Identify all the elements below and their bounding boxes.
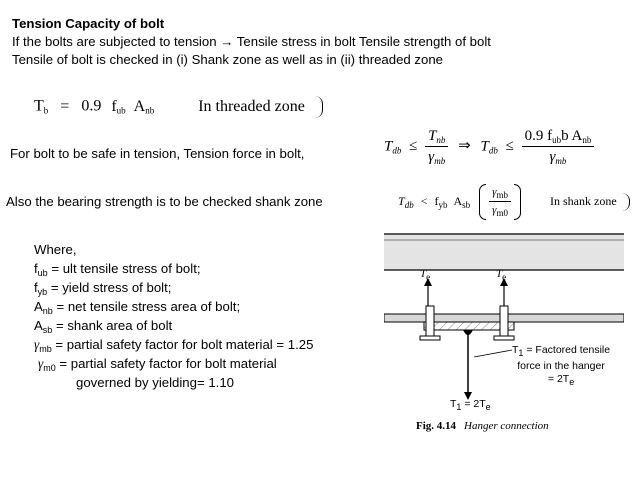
where-item: $f_{yb}$ = yield stress of bolt; [34,280,172,297]
label-te-right: $T_e$ [496,268,507,282]
figure-caption: Fig. 4.14 Hanger connection [416,420,549,432]
where-item: $A_{sb}$ = shank area of bolt [34,318,173,335]
equation-bearing: $T_{db} < f_{yb}$ $A_{sb}$ $\frac{\gamma_{mb}}{\gamma_{m0}}$ In shank zone [398,184,630,220]
safety-text: For bolt to be safe in tension, Tension force in bolt, [10,146,305,161]
beam-flange [384,234,624,270]
intro-line-2: Tensile of bolt is checked in (i) Shank zone as well as in (ii) threaded zone [12,52,444,67]
bearing-text: Also the bearing strength is to be checked shank zone [6,194,323,209]
label-factored-force: T1 = Factored tensile force in the hanger = 2Te [512,344,611,387]
intro-line-1: If the bolts are subjected to tension → Tensile stress in bolt Tensile strength of bolt [12,34,491,49]
equation-safety: $T_{db}$ ≤ $\frac{T_{nb}}{\gamma_{mb}}$ ⇒ $T_{db}$ ≤ $\frac{0.9 f_{ub}b A_{nb}}{\gamma_{mb}}$ [384,128,594,166]
label-t1: T1 = 2Te [450,398,491,412]
where-continuation: governed by yielding= 1.10 [76,375,234,390]
equation-threaded-zone: $T_b = 0.9$ $f_{ub}$ $A_{nb}$ In threaded zone [34,96,323,118]
where-item: $A_{nb}$ = net tensile stress area of bolt; [34,299,241,316]
where-item: $f_{ub}$ = ult tensile stress of bolt; [34,261,201,278]
where-item: $\gamma_{m0}$ = partial safety factor for bolt material [38,356,277,373]
bolt-left [426,306,434,336]
label-te-left: $T_e$ [420,268,431,282]
where-heading: Where, [34,242,77,257]
where-item: $\gamma_{mb}$ = partial safety factor for bolt material = 1.25 [34,337,314,354]
slide-title: Tension Capacity of bolt [12,16,165,31]
hanger-figure [384,232,624,432]
bolt-right [500,306,508,336]
